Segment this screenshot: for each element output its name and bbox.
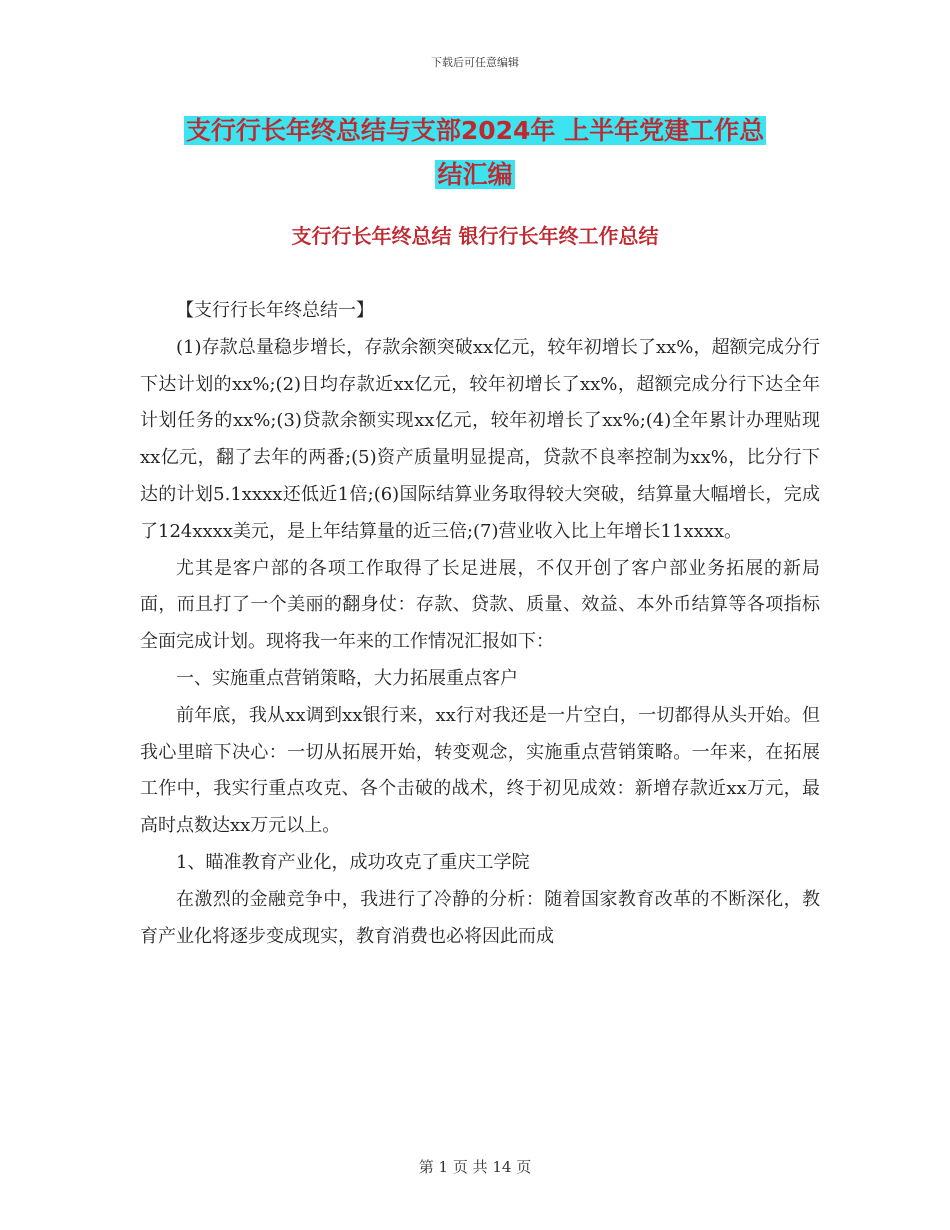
document-title-line-2 <box>0 152 950 198</box>
subsection-heading-1: 1、瞄准教育产业化，成功攻克了重庆工学院 <box>176 851 530 873</box>
paragraph-summary: 尤其是客户部的各项工作取得了长足进展，不仅开创了客户部业务拓展的新局面，而且打了一个美丽的翻身仗：存款、贷款、质量、效益、本外币结算等各项指标全面完成计划。现将我一年来的工作情况汇报如下： <box>140 557 820 653</box>
paragraph-achievements: (1)存款总量稳步增长，存款余额突破xx亿元，较年初增长了xx%，超额完成分行下达计划的xx%;(2)日均存款近xx亿元，较年初增长了xx%，超额完成分行下达全年计划任务的xx%;(3)贷款余额实现xx亿元，较年初增长了xx%;(4)全年累计办理贴现xx亿元，翻了去年的两番;(5)资产质量明显提高，贷款不良率控制为xx%，比分行下达的计划5.1xxxx还低近1倍;(6)国际结算业务取得较大突破，结算量大幅增长，完成了124xxxx美元，是上年结算量的近三倍;(7)营业收入比上年增长11xxxx。 <box>140 336 820 542</box>
section-subtitle: 支行行长年终总结 银行行长年终工作总结 <box>291 224 659 248</box>
section-heading-1: 一、实施重点营销策略，大力拓展重点客户 <box>176 667 518 689</box>
document-title-line-1-text: 支行行长年终总结与支部2024年 上半年党建工作总 <box>185 116 765 145</box>
page-header-note: 下载后可任意编辑 <box>431 56 519 69</box>
paragraph-section-1: 前年底，我从xx调到xx银行来，xx行对我还是一片空白，一切都得从头开始。但我心里暗下决心：一切从拓展开始，转变观念，实施重点营销策略。一年来，在拓展工作中，我实行重点攻克、各个击破的战术，终于初见成效：新增存款近xx万元，最高时点数达xx万元以上。 <box>140 704 820 837</box>
paragraph-subsection-1: 在激烈的金融竞争中，我进行了冷静的分析：随着国家教育改革的不断深化，教育产业化将逐步变成现实，教育消费也必将因此而成 <box>140 888 820 947</box>
document-body <box>140 293 820 955</box>
paragraph-heading: 【支行行长年终总结一】 <box>176 300 374 321</box>
document-title-line-2-text: 结汇编 <box>437 160 513 189</box>
document-title-line-1 <box>0 108 950 154</box>
page-number-footer: 第 1 页 共 14 页 <box>418 1158 532 1176</box>
